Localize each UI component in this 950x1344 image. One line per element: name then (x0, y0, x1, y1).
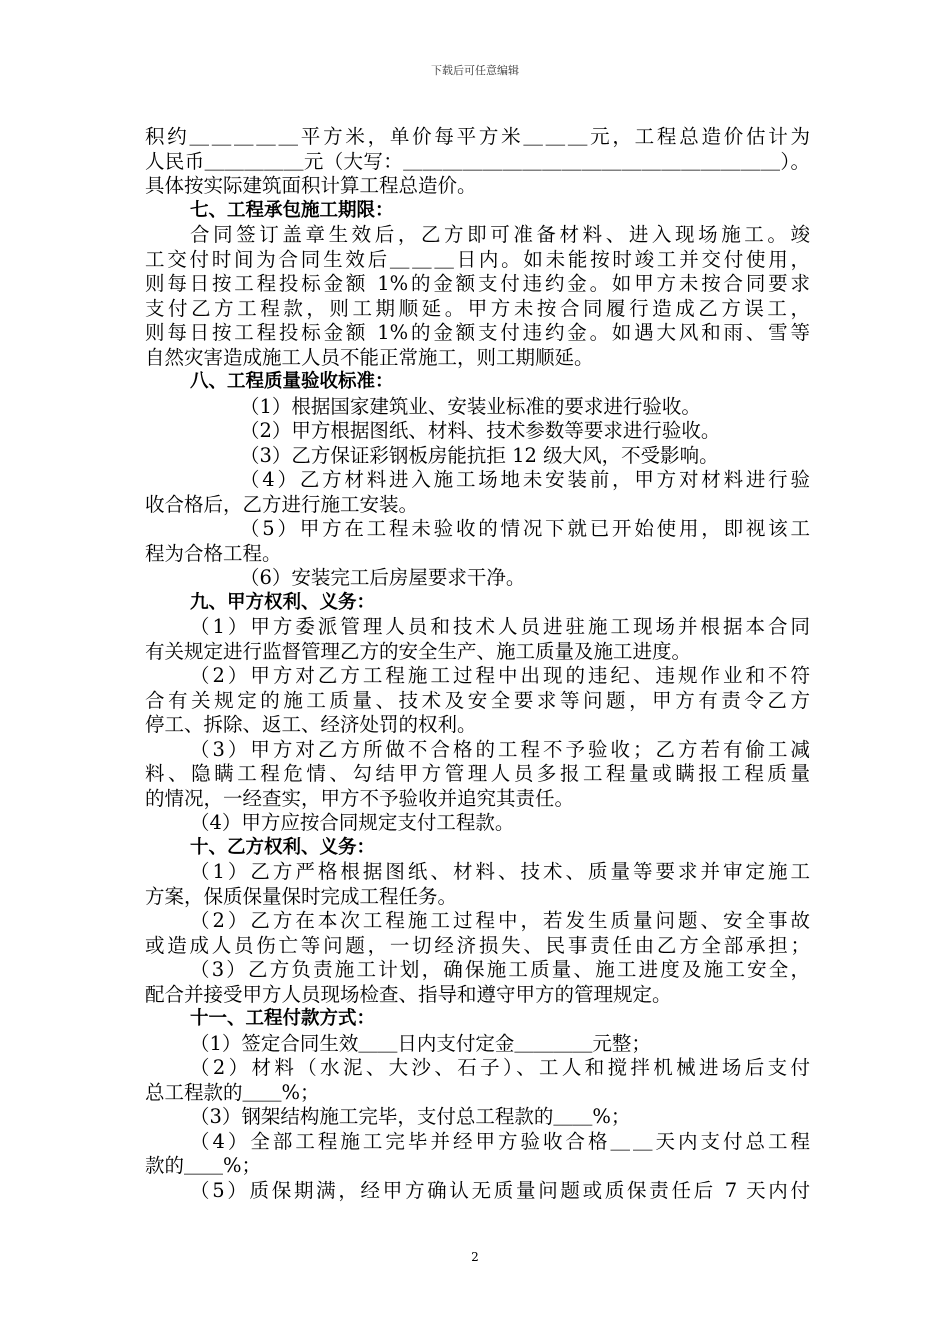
text-line: 料、隐瞒工程危情、勾结甲方管理人员多报工程量或瞒报工程质量 (145, 762, 810, 785)
text-line: 合有关规定的施工质量、技术及安全要求等问题，甲方有责令乙方 (145, 688, 810, 712)
text-line: 具体按实际建筑面积计算工程总造价。 (145, 174, 477, 197)
section-heading: 七、工程承包施工期限： (190, 199, 394, 221)
section-heading: 九、甲方权利、义务： (190, 591, 376, 613)
page-number: 2 (471, 1250, 479, 1264)
section-heading: 十一、工程付款方式： (190, 1008, 376, 1029)
text-line: （2）材料（水泥、大沙、石子）、工人和搅拌机械进场后支付 (190, 1056, 810, 1079)
section-heading: 十、乙方权利、义务： (190, 836, 376, 858)
text-line: （2）甲方根据图纸、材料、技术参数等要求进行验收。 (240, 419, 721, 442)
text-line: 合同签订盖章生效后，乙方即可准备材料、进入现场施工。竣 (190, 223, 810, 246)
text-line: （1）签定合同生效＿＿日内支付定金＿＿＿＿元整； (190, 1031, 651, 1055)
text-line: （1）根据国家建筑业、安装业标准的要求进行验收。 (240, 394, 701, 418)
text-line: （4）甲方应按合同规定支付工程款。 (190, 811, 515, 834)
text-line: （2）甲方对乙方工程施工过程中出现的违纪、违规作业和不符 (190, 664, 810, 687)
text-line: 方案，保质保量保时完成工程任务。 (145, 884, 458, 908)
text-line: 的情况，一经查实，甲方不予验收并追究其责任。 (145, 786, 575, 810)
text-line: 则每日按工程投标金额 1%的金额支付违约金。如甲方未按合同要求 (145, 272, 810, 295)
text-line: （3）甲方对乙方所做不合格的工程不予验收；乙方若有偷工减 (190, 737, 810, 761)
document-body (145, 125, 810, 1203)
text-line: 收合格后，乙方进行施工安装。 (145, 492, 419, 516)
page-header: 下载后可任意编辑 (431, 64, 519, 77)
text-line: （5）质保期满，经甲方确认无质量问题或质保责任后 7 天内付 (190, 1178, 810, 1202)
text-line: 停工、拆除、返工、经济处罚的权利。 (145, 713, 477, 736)
text-line: （3）钢架结构施工完毕，支付总工程款的＿＿%； (190, 1105, 631, 1128)
text-line: （1）甲方委派管理人员和技术人员进驻施工现场并根据本合同 (190, 615, 810, 638)
text-line: 工交付时间为合同生效后＿＿＿日内。如未能按时竣工并交付使用， (145, 247, 810, 271)
text-line: 配合并接受甲方人员现场检查、指导和遵守甲方的管理规定。 (145, 982, 672, 1006)
text-line: （1）乙方严格根据图纸、材料、技术、质量等要求并审定施工 (190, 860, 810, 883)
text-line: 款的＿＿%； (145, 1154, 262, 1177)
text-line: 积约＿＿＿＿＿平方米，单价每平方米＿＿＿元，工程总造价估计为 (145, 125, 810, 148)
text-line: 人民币＿＿＿＿＿元（大写：＿＿＿＿＿＿＿＿＿＿＿＿＿＿＿＿＿＿＿）。 (145, 149, 810, 173)
text-line: （3）乙方负责施工计划，确保施工质量、施工进度及施工安全， (190, 958, 810, 981)
text-line: 自然灾害造成施工人员不能正常施工，则工期顺延。 (145, 345, 594, 369)
text-line: 则每日按工程投标金额 1%的金额支付违约金。如遇大风和雨、雪等 (145, 321, 810, 344)
section-heading: 八、工程质量验收标准： (190, 371, 394, 392)
text-line: （4）乙方材料进入施工场地未安装前，甲方对材料进行验 (240, 468, 810, 491)
text-line: 总工程款的＿＿%； (145, 1080, 320, 1104)
text-line: （4）全部工程施工完毕并经甲方验收合格＿＿天内支付总工程 (190, 1129, 810, 1153)
text-line: （3）乙方保证彩钢板房能抗拒 12 级大风，不受影响。 (240, 443, 719, 467)
text-line: 或造成人员伤亡等问题，一切经济损失、民事责任由乙方全部承担； (145, 933, 810, 957)
text-line: （5）甲方在工程未验收的情况下就已开始使用，即视该工 (240, 517, 810, 540)
text-line: 支付乙方工程款，则工期顺延。甲方未按合同履行造成乙方误工， (145, 296, 810, 320)
text-line: 有关规定进行监督管理乙方的安全生产、施工质量及施工进度。 (145, 639, 692, 663)
text-line: 程为合格工程。 (145, 541, 282, 565)
text-line: （2）乙方在本次工程施工过程中，若发生质量问题、安全事故 (190, 909, 810, 932)
text-line: （6）安装完工后房屋要求干净。 (240, 566, 526, 589)
